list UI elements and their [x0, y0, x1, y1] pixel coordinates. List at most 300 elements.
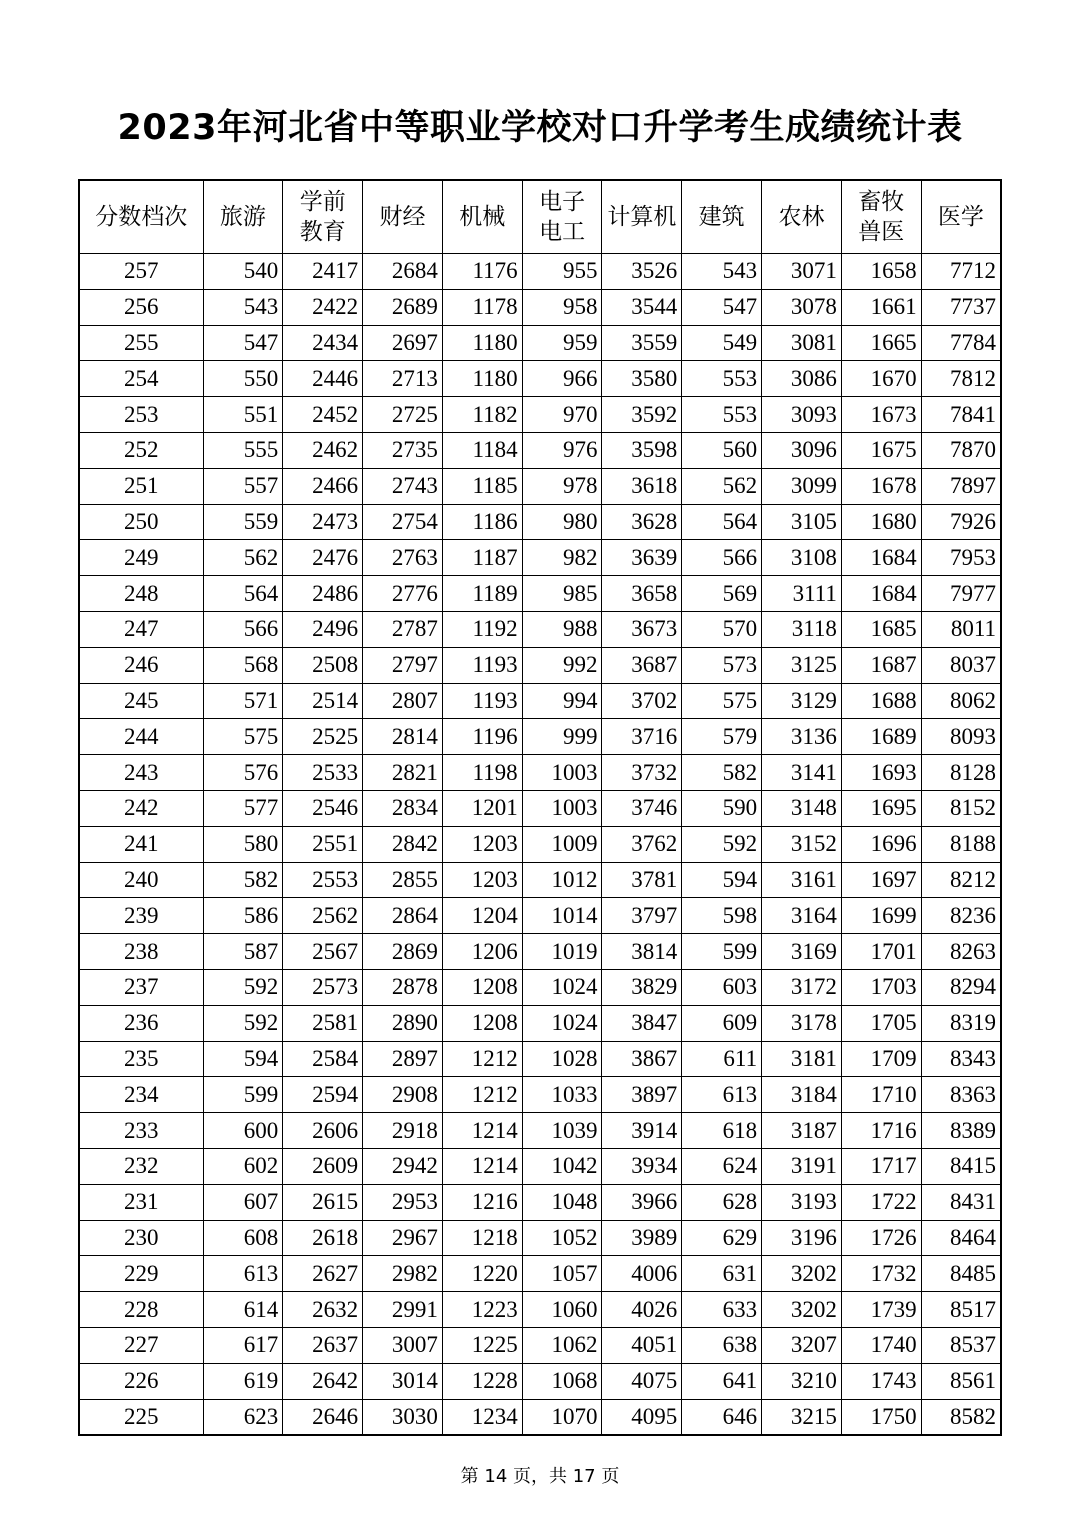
count-cell: 1687: [841, 647, 921, 683]
column-header-line: 农林: [778, 204, 825, 230]
count-cell: 1206: [442, 934, 522, 970]
count-cell: 598: [682, 898, 762, 934]
count-cell: 8037: [921, 647, 1001, 683]
count-cell: 1024: [522, 969, 602, 1005]
count-cell: 1695: [841, 790, 921, 826]
count-cell: 978: [522, 468, 602, 504]
count-cell: 580: [203, 826, 283, 862]
count-cell: 1187: [442, 540, 522, 576]
count-cell: 3030: [363, 1399, 443, 1435]
count-cell: 3161: [762, 862, 842, 898]
count-cell: 3781: [602, 862, 682, 898]
count-cell: 7812: [921, 361, 1001, 397]
count-cell: 8062: [921, 683, 1001, 719]
count-cell: 3914: [602, 1113, 682, 1149]
count-cell: 3847: [602, 1005, 682, 1041]
table-row: [79, 254, 1001, 290]
count-cell: 555: [203, 432, 283, 468]
column-header: [682, 180, 762, 254]
column-header: [442, 180, 522, 254]
count-cell: 607: [203, 1184, 283, 1220]
count-cell: 2864: [363, 898, 443, 934]
count-cell: 1042: [522, 1148, 602, 1184]
count-cell: 2573: [283, 969, 363, 1005]
count-cell: 1203: [442, 862, 522, 898]
table-row: [79, 432, 1001, 468]
count-cell: 3592: [602, 397, 682, 433]
count-cell: 2942: [363, 1148, 443, 1184]
count-cell: 569: [682, 576, 762, 612]
count-cell: 2422: [283, 289, 363, 325]
count-cell: 955: [522, 254, 602, 290]
count-cell: 4026: [602, 1292, 682, 1328]
count-cell: 2553: [283, 862, 363, 898]
count-cell: 562: [203, 540, 283, 576]
count-cell: 3702: [602, 683, 682, 719]
count-cell: 592: [203, 969, 283, 1005]
count-cell: 982: [522, 540, 602, 576]
count-cell: 1220: [442, 1256, 522, 1292]
count-cell: 3746: [602, 790, 682, 826]
score-level-cell: 226: [79, 1363, 203, 1399]
column-header-line: 财经: [379, 204, 426, 230]
count-cell: 611: [682, 1041, 762, 1077]
count-cell: 1052: [522, 1220, 602, 1256]
count-cell: 8389: [921, 1113, 1001, 1149]
score-level-cell: 234: [79, 1077, 203, 1113]
score-level-cell: 243: [79, 755, 203, 791]
table-row: [79, 1256, 1001, 1292]
count-cell: 8263: [921, 934, 1001, 970]
count-cell: 8236: [921, 898, 1001, 934]
score-level-cell: 256: [79, 289, 203, 325]
count-cell: 566: [682, 540, 762, 576]
table-row: [79, 719, 1001, 755]
count-cell: 2514: [283, 683, 363, 719]
count-cell: 1186: [442, 504, 522, 540]
count-cell: 3215: [762, 1399, 842, 1435]
column-header-line: 电子: [539, 189, 586, 215]
count-cell: 2834: [363, 790, 443, 826]
count-cell: 646: [682, 1399, 762, 1435]
count-cell: 1214: [442, 1113, 522, 1149]
count-cell: 992: [522, 647, 602, 683]
count-cell: 3136: [762, 719, 842, 755]
count-cell: 2725: [363, 397, 443, 433]
count-cell: 592: [203, 1005, 283, 1041]
count-cell: 1710: [841, 1077, 921, 1113]
table-row: [79, 1220, 1001, 1256]
count-cell: 1684: [841, 540, 921, 576]
count-cell: 592: [682, 826, 762, 862]
count-cell: 594: [682, 862, 762, 898]
count-cell: 587: [203, 934, 283, 970]
count-cell: 2567: [283, 934, 363, 970]
count-cell: 980: [522, 504, 602, 540]
count-cell: 1732: [841, 1256, 921, 1292]
count-cell: 1070: [522, 1399, 602, 1435]
count-cell: 1184: [442, 432, 522, 468]
count-cell: 3639: [602, 540, 682, 576]
column-header-line: 建筑: [698, 204, 745, 230]
count-cell: 2546: [283, 790, 363, 826]
count-cell: 1234: [442, 1399, 522, 1435]
count-cell: 958: [522, 289, 602, 325]
count-cell: 3125: [762, 647, 842, 683]
count-cell: 547: [203, 325, 283, 361]
count-cell: 3078: [762, 289, 842, 325]
count-cell: 1726: [841, 1220, 921, 1256]
table-row: [79, 1327, 1001, 1363]
count-cell: 1062: [522, 1327, 602, 1363]
count-cell: 1192: [442, 611, 522, 647]
count-cell: 1223: [442, 1292, 522, 1328]
score-level-cell: 245: [79, 683, 203, 719]
count-cell: 3164: [762, 898, 842, 934]
count-cell: 3989: [602, 1220, 682, 1256]
count-cell: 629: [682, 1220, 762, 1256]
count-cell: 1204: [442, 898, 522, 934]
count-cell: 3618: [602, 468, 682, 504]
count-cell: 2594: [283, 1077, 363, 1113]
score-level-cell: 237: [79, 969, 203, 1005]
count-cell: 1009: [522, 826, 602, 862]
count-cell: 2697: [363, 325, 443, 361]
count-cell: 2967: [363, 1220, 443, 1256]
count-cell: 1180: [442, 325, 522, 361]
count-cell: 2615: [283, 1184, 363, 1220]
count-cell: 4095: [602, 1399, 682, 1435]
column-header: [283, 180, 363, 254]
count-cell: 1697: [841, 862, 921, 898]
count-cell: 7737: [921, 289, 1001, 325]
count-cell: 590: [682, 790, 762, 826]
count-cell: 1661: [841, 289, 921, 325]
count-cell: 3108: [762, 540, 842, 576]
count-cell: 3093: [762, 397, 842, 433]
table-row: [79, 576, 1001, 612]
count-cell: 1709: [841, 1041, 921, 1077]
count-cell: 628: [682, 1184, 762, 1220]
count-cell: 564: [682, 504, 762, 540]
table-row: [79, 1148, 1001, 1184]
count-cell: 1193: [442, 683, 522, 719]
count-cell: 2713: [363, 361, 443, 397]
count-cell: 602: [203, 1148, 283, 1184]
count-cell: 8152: [921, 790, 1001, 826]
table-row: [79, 1005, 1001, 1041]
score-level-cell: 250: [79, 504, 203, 540]
count-cell: 2627: [283, 1256, 363, 1292]
count-cell: 8537: [921, 1327, 1001, 1363]
count-cell: 1028: [522, 1041, 602, 1077]
count-cell: 1688: [841, 683, 921, 719]
table-row: [79, 468, 1001, 504]
table-row: [79, 504, 1001, 540]
count-cell: 2878: [363, 969, 443, 1005]
count-cell: 573: [682, 647, 762, 683]
score-level-cell: 254: [79, 361, 203, 397]
count-cell: 3096: [762, 432, 842, 468]
count-cell: 2581: [283, 1005, 363, 1041]
count-cell: 1701: [841, 934, 921, 970]
count-cell: 2486: [283, 576, 363, 612]
count-cell: 3118: [762, 611, 842, 647]
count-cell: 609: [682, 1005, 762, 1041]
page-footer: 第 14 页，共 17 页: [460, 1466, 620, 1487]
count-cell: 1658: [841, 254, 921, 290]
score-level-cell: 253: [79, 397, 203, 433]
count-cell: 2684: [363, 254, 443, 290]
count-cell: 2743: [363, 468, 443, 504]
table-row: [79, 826, 1001, 862]
count-cell: 8212: [921, 862, 1001, 898]
count-cell: 1670: [841, 361, 921, 397]
score-level-cell: 239: [79, 898, 203, 934]
score-level-cell: 257: [79, 254, 203, 290]
count-cell: 543: [203, 289, 283, 325]
column-header-line: 教育: [299, 219, 346, 245]
count-cell: 8431: [921, 1184, 1001, 1220]
count-cell: 1705: [841, 1005, 921, 1041]
count-cell: 8093: [921, 719, 1001, 755]
table-row: [79, 755, 1001, 791]
count-cell: 3897: [602, 1077, 682, 1113]
count-cell: 3762: [602, 826, 682, 862]
count-cell: 2890: [363, 1005, 443, 1041]
count-cell: 8517: [921, 1292, 1001, 1328]
count-cell: 599: [682, 934, 762, 970]
column-header: [762, 180, 842, 254]
count-cell: 3829: [602, 969, 682, 1005]
count-cell: 8188: [921, 826, 1001, 862]
table-row: [79, 1113, 1001, 1149]
score-level-cell: 231: [79, 1184, 203, 1220]
count-cell: 568: [203, 647, 283, 683]
count-cell: 3210: [762, 1363, 842, 1399]
count-cell: 3598: [602, 432, 682, 468]
count-cell: 966: [522, 361, 602, 397]
score-level-cell: 230: [79, 1220, 203, 1256]
score-level-cell: 235: [79, 1041, 203, 1077]
table-body: [79, 254, 1001, 1436]
score-level-cell: 249: [79, 540, 203, 576]
count-cell: 2462: [283, 432, 363, 468]
count-cell: 599: [203, 1077, 283, 1113]
column-header: [79, 180, 203, 254]
table-row: [79, 898, 1001, 934]
score-level-cell: 232: [79, 1148, 203, 1184]
table-row: [79, 647, 1001, 683]
count-cell: 1060: [522, 1292, 602, 1328]
count-cell: 1218: [442, 1220, 522, 1256]
count-cell: 3934: [602, 1148, 682, 1184]
score-level-cell: 225: [79, 1399, 203, 1435]
count-cell: 1675: [841, 432, 921, 468]
count-cell: 624: [682, 1148, 762, 1184]
count-cell: 8485: [921, 1256, 1001, 1292]
count-cell: 1178: [442, 289, 522, 325]
count-cell: 3797: [602, 898, 682, 934]
count-cell: 1673: [841, 397, 921, 433]
count-cell: 2982: [363, 1256, 443, 1292]
score-level-cell: 229: [79, 1256, 203, 1292]
count-cell: 3526: [602, 254, 682, 290]
count-cell: 1198: [442, 755, 522, 791]
count-cell: 559: [203, 504, 283, 540]
table-header-row: [79, 180, 1001, 254]
count-cell: 1722: [841, 1184, 921, 1220]
column-header: [363, 180, 443, 254]
count-cell: 1203: [442, 826, 522, 862]
count-cell: 1212: [442, 1041, 522, 1077]
column-header: [602, 180, 682, 254]
count-cell: 1740: [841, 1327, 921, 1363]
count-cell: 1717: [841, 1148, 921, 1184]
count-cell: 7841: [921, 397, 1001, 433]
count-cell: 2855: [363, 862, 443, 898]
column-header: [921, 180, 1001, 254]
count-cell: 579: [682, 719, 762, 755]
count-cell: 1703: [841, 969, 921, 1005]
count-cell: 1068: [522, 1363, 602, 1399]
count-cell: 2953: [363, 1184, 443, 1220]
score-level-cell: 248: [79, 576, 203, 612]
count-cell: 2609: [283, 1148, 363, 1184]
score-level-cell: 244: [79, 719, 203, 755]
count-cell: 1696: [841, 826, 921, 862]
count-cell: 566: [203, 611, 283, 647]
score-level-cell: 240: [79, 862, 203, 898]
count-cell: 549: [682, 325, 762, 361]
count-cell: 3148: [762, 790, 842, 826]
count-cell: 8561: [921, 1363, 1001, 1399]
count-cell: 594: [203, 1041, 283, 1077]
count-cell: 3099: [762, 468, 842, 504]
count-cell: 582: [203, 862, 283, 898]
count-cell: 2434: [283, 325, 363, 361]
count-cell: 2807: [363, 683, 443, 719]
count-cell: 1185: [442, 468, 522, 504]
count-cell: 3007: [363, 1327, 443, 1363]
count-cell: 613: [203, 1256, 283, 1292]
count-cell: 1057: [522, 1256, 602, 1292]
count-cell: 1680: [841, 504, 921, 540]
count-cell: 8582: [921, 1399, 1001, 1435]
count-cell: 551: [203, 397, 283, 433]
count-cell: 976: [522, 432, 602, 468]
count-cell: 577: [203, 790, 283, 826]
count-cell: 1033: [522, 1077, 602, 1113]
count-cell: 3081: [762, 325, 842, 361]
count-cell: 1739: [841, 1292, 921, 1328]
count-cell: 7870: [921, 432, 1001, 468]
count-cell: 2551: [283, 826, 363, 862]
count-cell: 3196: [762, 1220, 842, 1256]
count-cell: 2525: [283, 719, 363, 755]
table-row: [79, 862, 1001, 898]
count-cell: 2897: [363, 1041, 443, 1077]
score-level-cell: 238: [79, 934, 203, 970]
count-cell: 2584: [283, 1041, 363, 1077]
column-header-line: 电工: [539, 219, 586, 245]
count-cell: 582: [682, 755, 762, 791]
count-cell: 570: [682, 611, 762, 647]
score-level-cell: 227: [79, 1327, 203, 1363]
count-cell: 4051: [602, 1327, 682, 1363]
count-cell: 1193: [442, 647, 522, 683]
count-cell: 3152: [762, 826, 842, 862]
count-cell: 3628: [602, 504, 682, 540]
count-cell: 7977: [921, 576, 1001, 612]
count-cell: 2642: [283, 1363, 363, 1399]
column-header-line: 畜牧: [858, 189, 905, 215]
count-cell: 1019: [522, 934, 602, 970]
count-cell: 2632: [283, 1292, 363, 1328]
count-cell: 2689: [363, 289, 443, 325]
count-cell: 3867: [602, 1041, 682, 1077]
count-cell: 1024: [522, 1005, 602, 1041]
table-row: [79, 397, 1001, 433]
count-cell: 1214: [442, 1148, 522, 1184]
count-cell: 2908: [363, 1077, 443, 1113]
count-cell: 2814: [363, 719, 443, 755]
count-cell: 3544: [602, 289, 682, 325]
count-cell: 547: [682, 289, 762, 325]
count-cell: 999: [522, 719, 602, 755]
count-cell: 8363: [921, 1077, 1001, 1113]
count-cell: 575: [203, 719, 283, 755]
count-cell: 1678: [841, 468, 921, 504]
count-cell: 1743: [841, 1363, 921, 1399]
score-level-cell: 236: [79, 1005, 203, 1041]
column-header-line: 兽医: [858, 219, 905, 245]
count-cell: 576: [203, 755, 283, 791]
table-row: [79, 1041, 1001, 1077]
count-cell: 1684: [841, 576, 921, 612]
column-header: [203, 180, 283, 254]
count-cell: 3966: [602, 1184, 682, 1220]
count-cell: 3202: [762, 1256, 842, 1292]
count-cell: 1196: [442, 719, 522, 755]
count-cell: 617: [203, 1327, 283, 1363]
count-cell: 2466: [283, 468, 363, 504]
count-cell: 633: [682, 1292, 762, 1328]
count-cell: 970: [522, 397, 602, 433]
count-cell: 3129: [762, 683, 842, 719]
table-row: [79, 969, 1001, 1005]
count-cell: 2496: [283, 611, 363, 647]
count-cell: 1012: [522, 862, 602, 898]
count-cell: 1750: [841, 1399, 921, 1435]
count-cell: 1228: [442, 1363, 522, 1399]
count-cell: 2646: [283, 1399, 363, 1435]
count-cell: 1180: [442, 361, 522, 397]
count-cell: 1208: [442, 969, 522, 1005]
count-cell: 2452: [283, 397, 363, 433]
column-header-line: 机械: [459, 204, 506, 230]
count-cell: 1225: [442, 1327, 522, 1363]
count-cell: 2797: [363, 647, 443, 683]
count-cell: 613: [682, 1077, 762, 1113]
score-level-cell: 247: [79, 611, 203, 647]
document-title: 2023年河北省中等职业学校对口升学考生成绩统计表: [117, 108, 963, 148]
count-cell: 3178: [762, 1005, 842, 1041]
count-cell: 7897: [921, 468, 1001, 504]
score-level-cell: 252: [79, 432, 203, 468]
count-cell: 4006: [602, 1256, 682, 1292]
count-cell: 3172: [762, 969, 842, 1005]
